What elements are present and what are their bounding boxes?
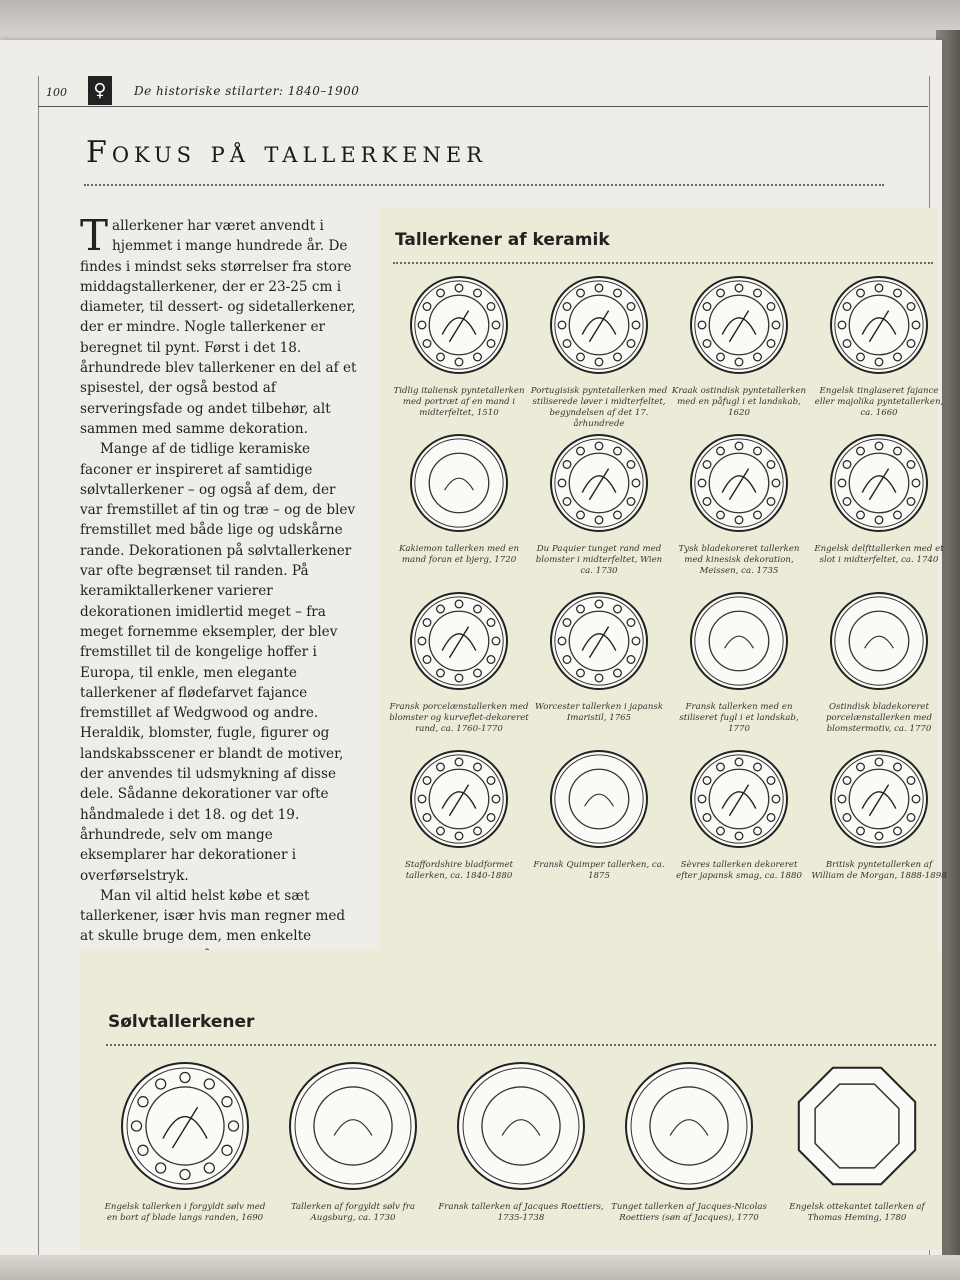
plate-caption: Britisk pyntetallerken af William de Morgan, 1888-1898	[811, 860, 947, 881]
lion-plate-icon	[529, 274, 669, 376]
quimper-plate-icon	[529, 748, 669, 850]
ceramic-plate-13	[389, 748, 529, 882]
ceramic-plate-12	[809, 590, 949, 735]
peacock-plate-icon	[669, 274, 809, 376]
ceramic-plate-6	[529, 432, 669, 577]
silver-plate-1	[100, 1060, 270, 1224]
basket-plate-icon	[389, 590, 529, 692]
page-bottom-shadow	[0, 1255, 960, 1280]
paragraph-3: Man vil altid helst købe et sæt tallerkener, især hvis man regner med at skulle bruge dem, men enkelte	[80, 887, 346, 945]
plate-caption: Staffordshire bladformet tallerken, ca. 1840-1880	[405, 860, 513, 881]
plate-caption: Engelsk delfttallerken med et slot i midterfeltet, ca. 1740	[814, 544, 944, 565]
silver-title: Sølvtallerkener	[108, 1012, 255, 1032]
plate-caption: Kraak ostindisk pyntetallerken med en påfugl i et landskab, 1620	[671, 386, 807, 418]
ceramic-plate-1	[389, 274, 529, 419]
paragraph-1: Tallerkener har været anvendt i hjemmet i mange hundrede år. De findes i mindst seks størrelser fra store middagstallerkener, der er 23-25 cm i diameter, til dessert- og sidetallerkener, der er mindre. Nogle tallerkener er beregnet til pynt. Først i det 18. århundrede blev tallerkener en del af et spisestel, der også bestod af serveringsfade og andet tilbehør, alt sammen med samme dekoration.	[80, 211, 357, 437]
ceramic-plate-9	[389, 590, 529, 735]
silver-plate-4	[604, 1060, 774, 1224]
plate-caption: Tallerken af forgyldt sølv fra Augsburg, ca. 1730	[290, 1202, 416, 1223]
plate-caption: Engelsk tallerken i forgyldt sølv med en bort af blade langs randen, 1690	[104, 1202, 266, 1223]
running-title: De historiske stilarter: 1840–1900	[134, 84, 360, 98]
paragraph-2: Mange af de tidlige keramiske faconer er inspireret af samtidige sølvtallerkener – og også af dem, der var fremstillet af tin og træ – og de blev fremstillet med både lige og udskårne rande. Dekorationen på sølvtallerkener var ofte begrænset til randen. På keramiktallerkener varierer dekorationen imidlertid meget – fra meget fornemme eksempler, der blev fremstillet til de kongelige hoffer i Europa, til enkle, men elegante tallerkener af flødefarvet fajance fremstillet af Wedgwood og andre. Heraldik, blomster, fugle, figurer og landskabsscener er blandt de motiver, der anvendes til udsmykning af disse dele. Sådanne dekorationer var ofte håndmalede i det 18. og det 19. århundrede, selv om mange eksemplarer har dekorationer i overførselstryk.	[80, 441, 356, 884]
plate-caption: Fransk Quimper tallerken, ca. 1875	[533, 860, 665, 881]
flower-plate-icon	[529, 432, 669, 534]
ceramic-plate-14	[529, 748, 669, 882]
silver-divider	[106, 1044, 936, 1046]
chair-logo-icon: ♀	[88, 76, 112, 105]
plate-caption: Ostindisk bladekoreret porcelænstallerken med blomstermotiv, ca. 1770	[825, 702, 933, 734]
chinese-plate-icon	[669, 432, 809, 534]
silver-plate-2	[268, 1060, 438, 1224]
gilt-border-plate-icon	[100, 1060, 270, 1196]
plate-caption: Tysk bladekoreret tallerken med kinesisk dekoration, Meissen, ca. 1735	[678, 544, 800, 576]
castle-plate-icon	[809, 432, 949, 534]
plate-caption: Engelsk tinglaseret fajance eller majolika pyntetallerken, ca. 1660	[814, 386, 944, 418]
book-page	[0, 40, 947, 1280]
silver-plate-3	[436, 1060, 606, 1224]
mountain-plate-icon	[389, 432, 529, 534]
ceramic-plate-7	[669, 432, 809, 577]
ceramic-plates-panel	[379, 208, 947, 963]
ceramic-plate-15	[669, 748, 809, 882]
ceramic-plate-11	[669, 590, 809, 735]
ceramic-plate-4	[809, 274, 949, 419]
ceramic-plate-3	[669, 274, 809, 419]
plate-caption: Fransk tallerken med en stiliseret fugl i et landskab, 1770	[679, 702, 799, 734]
page-title: Fokus på tallerkener	[86, 135, 488, 170]
plate-caption: Tidlig italiensk pyntetallerken med portræt af en mand i midterfeltet, 1510	[393, 386, 525, 418]
deer-plate-icon	[809, 748, 949, 850]
plate-caption: Engelsk ottekantet tallerken af Thomas Heming, 1780	[789, 1202, 925, 1223]
ceramic-plate-8	[809, 432, 949, 566]
ceramic-plate-16	[809, 748, 949, 882]
lobed-plate-icon	[604, 1060, 774, 1196]
plate-caption: Fransk porcelænstallerken med blomster og kurveflet-dekoreret rand, ca. 1760-1770	[389, 702, 529, 734]
plate-caption: Fransk tallerken af Jacques Roettiers, 1735-1738	[438, 1202, 604, 1223]
ceramic-plate-5	[389, 432, 529, 566]
leaf-plate-icon	[389, 748, 529, 850]
silver-plate-5	[772, 1060, 942, 1224]
blossom-plate-icon	[809, 590, 949, 692]
bird-plate-icon	[669, 590, 809, 692]
japonisme-plate-icon	[669, 748, 809, 850]
silver-plates-panel	[80, 950, 942, 1250]
ceramic-plate-10	[529, 590, 669, 724]
crest-plate-icon	[268, 1060, 438, 1196]
shaped-plate-icon	[436, 1060, 606, 1196]
plate-caption: Worcester tallerken i japansk Imaristil, 1765	[534, 702, 664, 723]
plate-caption: Du Paquier tunget rand med blomster i midterfeltet, Wien ca. 1730	[535, 544, 663, 576]
plate-caption: Kakiemon tallerken med en mand foran et bjerg, 1720	[398, 544, 520, 565]
ceramic-plate-2	[529, 274, 669, 430]
imari-plate-icon	[529, 590, 669, 692]
dropcap: T	[80, 211, 109, 260]
plate-caption: Sèvres tallerken dekoreret efter japansk smag, ca. 1880	[676, 860, 802, 881]
body-text	[80, 211, 362, 987]
plate-caption: Tunget tallerken af Jacques-Nicolas Roettiers (søn af Jacques), 1770	[611, 1202, 767, 1223]
plate-caption: Portugisisk pyntetallerken med stiliserede løver i midterfeltet, begyndelsen af det 17. århundrede	[530, 386, 668, 429]
tulip-plate-icon	[809, 274, 949, 376]
octagonal-plate-icon	[772, 1060, 942, 1196]
ceramic-title: Tallerkener af keramik	[395, 230, 610, 250]
page-number: 100	[46, 86, 67, 99]
page-header	[38, 76, 928, 107]
title-divider	[84, 184, 884, 186]
portrait-plate-icon	[389, 274, 529, 376]
ceramic-divider	[393, 262, 933, 264]
